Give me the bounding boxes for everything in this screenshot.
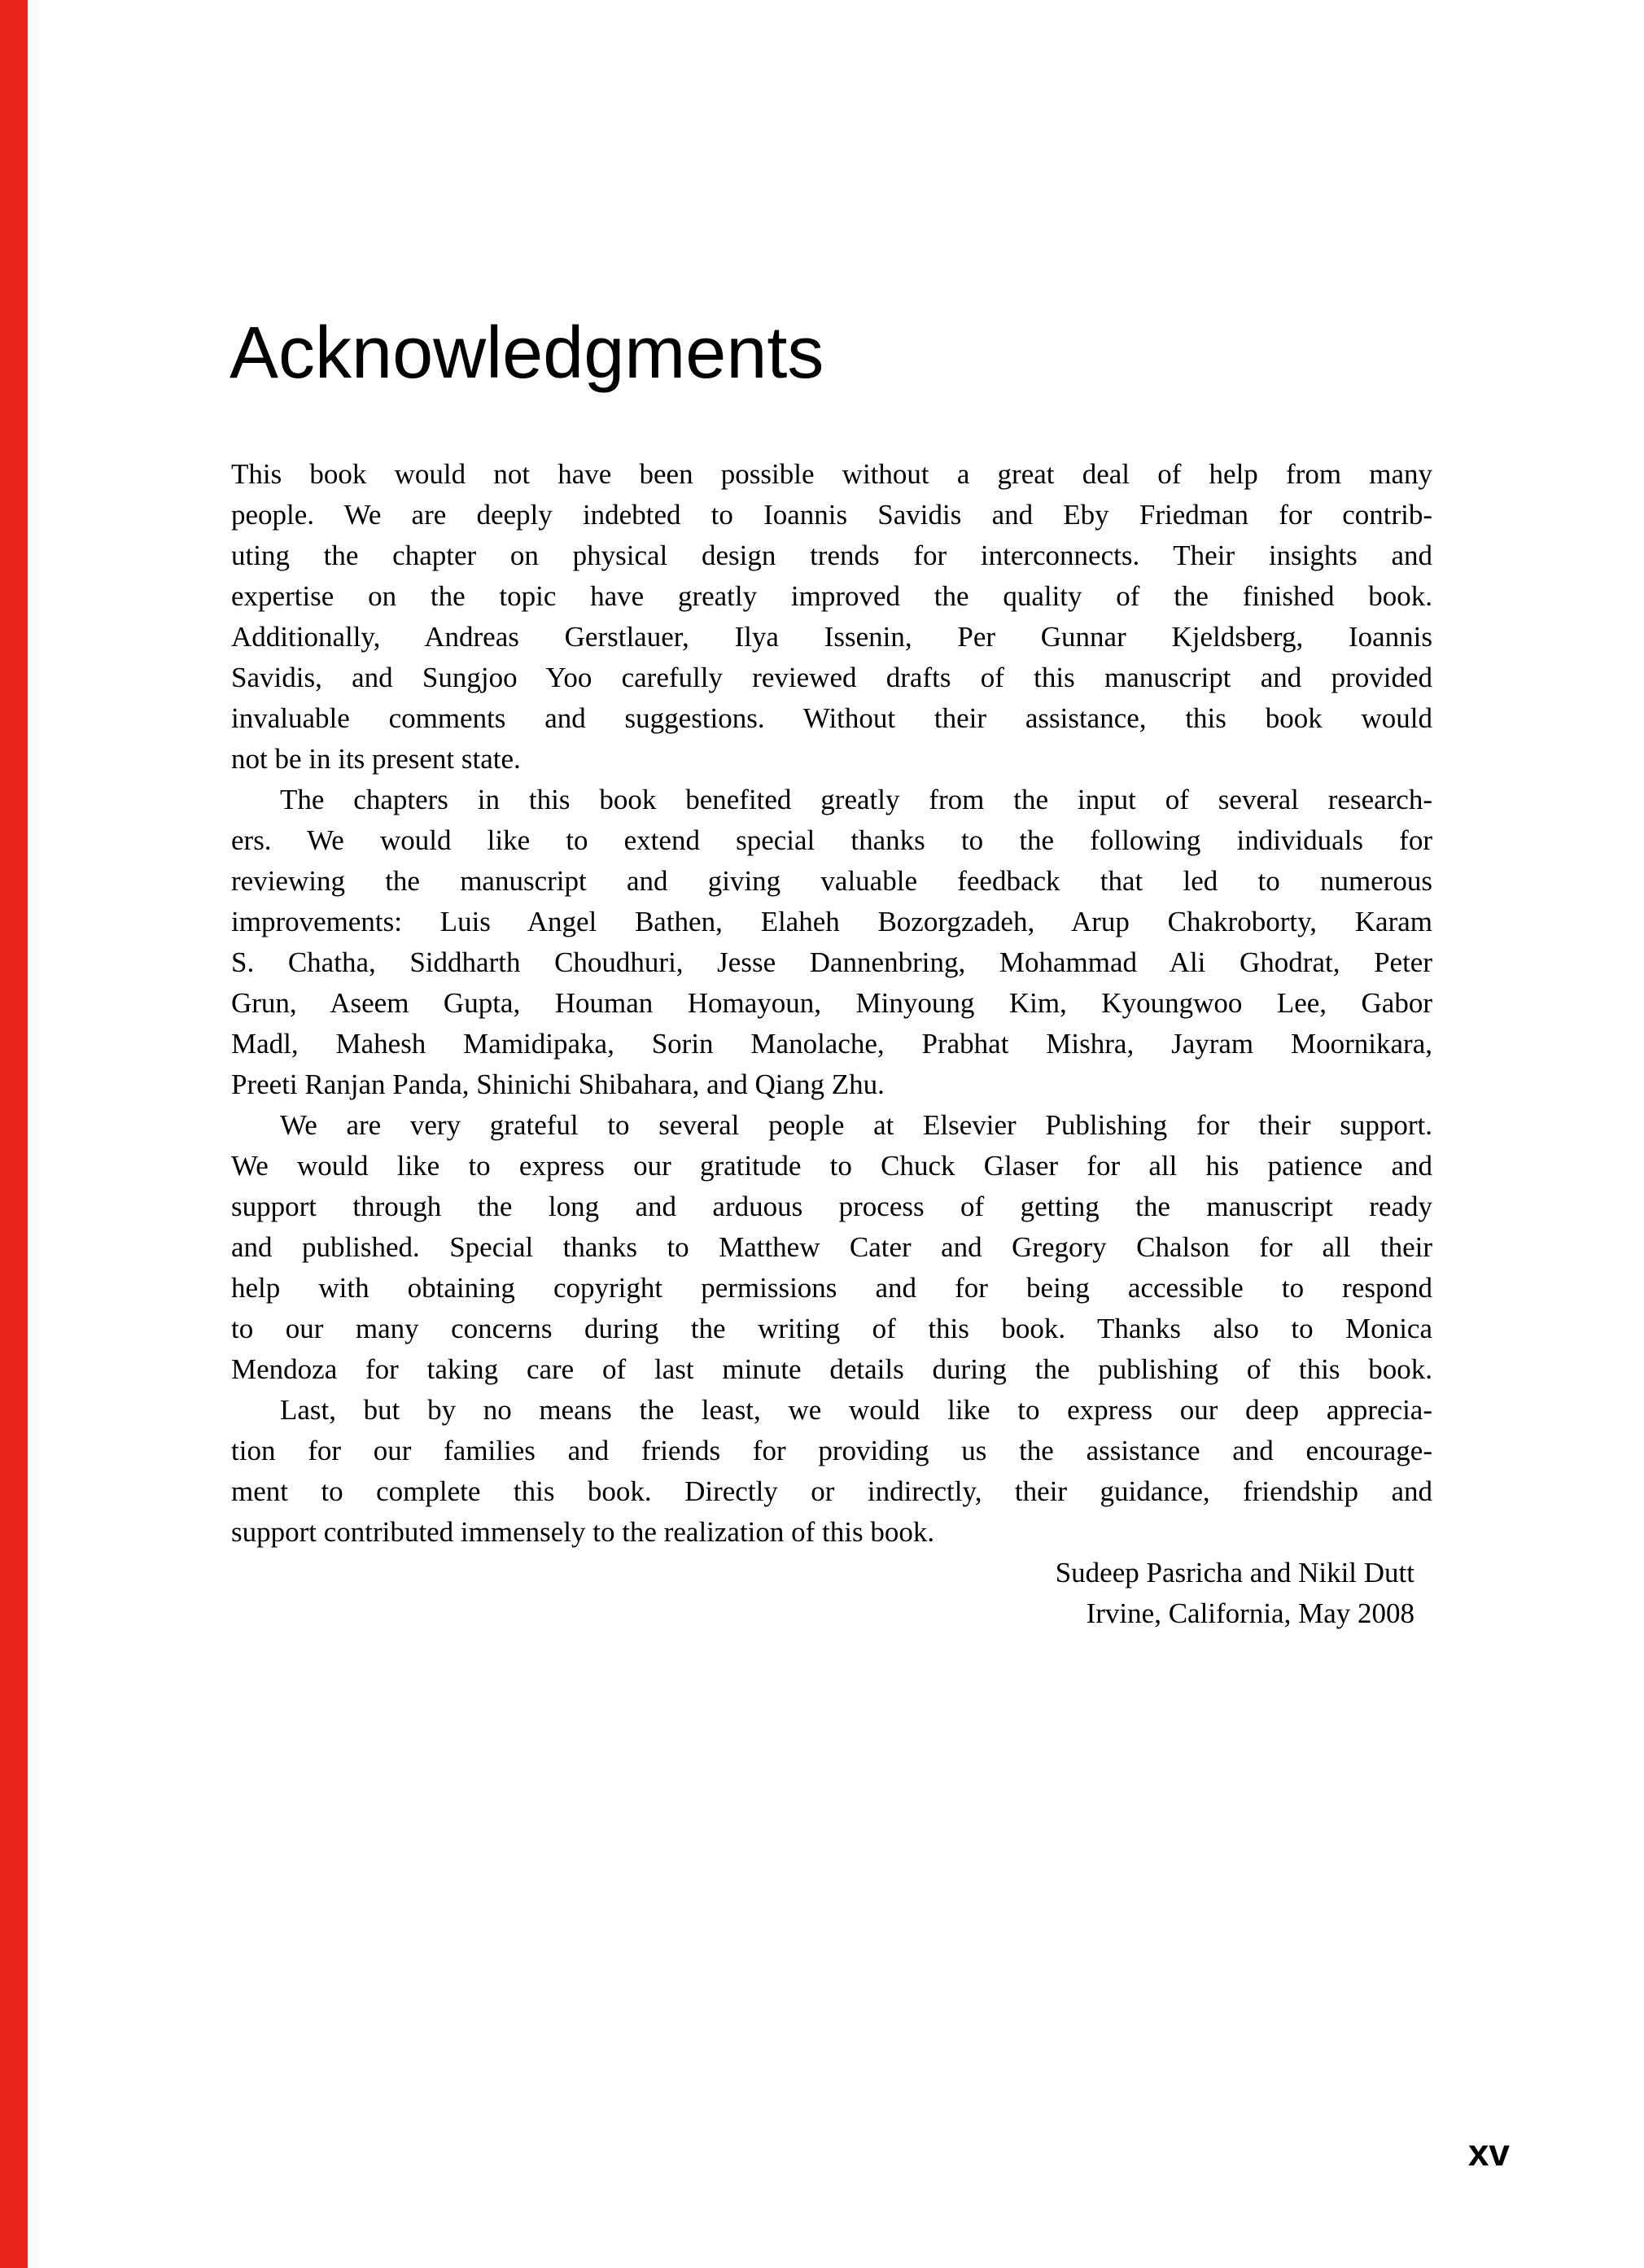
body-line: uting the chapter on physical design trends for interconnects. Their insights and	[231, 540, 1432, 571]
body-line: support through the long and arduous process of getting the manuscript ready	[231, 1191, 1432, 1222]
body-line: Last, but by no means the least, we would like to express our deep apprecia-	[280, 1394, 1432, 1426]
body-line: and published. Special thanks to Matthew Cater and Gregory Chalson for all their	[231, 1231, 1432, 1263]
page-title: Acknowledgments	[230, 312, 824, 395]
body-line: Mendoza for taking care of last minute details during the publishing of this book.	[231, 1353, 1432, 1385]
body-line: Madl, Mahesh Mamidipaka, Sorin Manolache, Prabhat Mishra, Jayram Moornikara,	[231, 1028, 1432, 1060]
signature-place-date: Irvine, California, May 2008	[1086, 1597, 1414, 1629]
body-line: support contributed immensely to the realization of this book.	[231, 1516, 935, 1548]
signature-block	[231, 1553, 1432, 1634]
body-paragraphs	[231, 454, 1432, 1553]
body-line: invaluable comments and suggestions. Without their assistance, this book would	[231, 702, 1432, 734]
body-text	[231, 454, 1432, 1634]
body-line: Additionally, Andreas Gerstlauer, Ilya Issenin, Per Gunnar Kjeldsberg, Ioannis	[231, 621, 1432, 653]
body-line: The chapters in this book benefited greatly from the input of several research-	[280, 784, 1432, 815]
page-number: xv	[1467, 2131, 1510, 2174]
body-line: expertise on the topic have greatly improved the quality of the finished book.	[231, 580, 1432, 612]
body-line: reviewing the manuscript and giving valuable feedback that led to numerous	[231, 865, 1432, 897]
signature-authors: Sudeep Pasricha and Nikil Dutt	[1055, 1557, 1414, 1588]
page-edge-accent-bar	[0, 0, 28, 2268]
body-line: improvements: Luis Angel Bathen, Elaheh Bozorgzadeh, Arup Chakroborty, Karam	[231, 906, 1432, 937]
body-line: Grun, Aseem Gupta, Houman Homayoun, Minyoung Kim, Kyoungwoo Lee, Gabor	[231, 987, 1432, 1019]
body-line: Preeti Ranjan Panda, Shinichi Shibahara, and Qiang Zhu.	[231, 1068, 885, 1100]
body-line: We would like to express our gratitude to Chuck Glaser for all his patience and	[231, 1150, 1432, 1182]
body-line: not be in its present state.	[231, 743, 521, 775]
body-line: Savidis, and Sungjoo Yoo carefully reviewed drafts of this manuscript and provided	[231, 662, 1432, 693]
body-line: ers. We would like to extend special thanks to the following individuals for	[231, 824, 1432, 856]
body-line: ment to complete this book. Directly or indirectly, their guidance, friendship and	[231, 1475, 1432, 1507]
body-line: This book would not have been possible without a great deal of help from many	[231, 458, 1432, 490]
body-line: S. Chatha, Siddharth Choudhuri, Jesse Dannenbring, Mohammad Ali Ghodrat, Peter	[231, 946, 1432, 978]
body-line: help with obtaining copyright permissions and for being accessible to respond	[231, 1272, 1432, 1304]
body-line: We are very grateful to several people at Elsevier Publishing for their support.	[280, 1109, 1432, 1141]
body-line: tion for our families and friends for providing us the assistance and encourage-	[231, 1435, 1432, 1466]
body-line: people. We are deeply indebted to Ioannis Savidis and Eby Friedman for contrib-	[231, 499, 1432, 531]
body-line: to our many concerns during the writing of this book. Thanks also to Monica	[231, 1313, 1432, 1344]
